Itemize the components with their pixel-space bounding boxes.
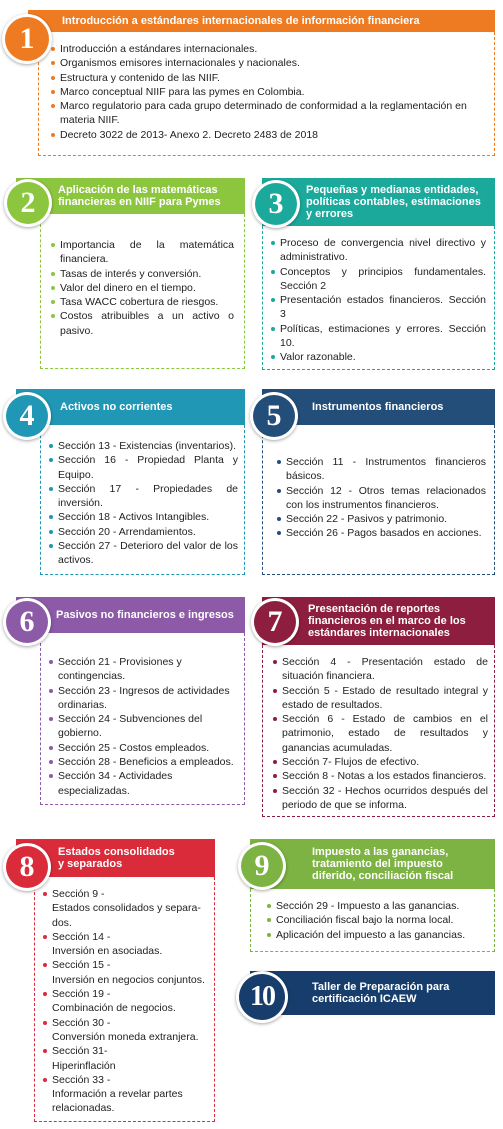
list-item: Sección 30 - Conversión moneda extranjera. — [43, 1016, 208, 1045]
module-5-number: 5 — [253, 395, 295, 437]
module-6-number: 6 — [6, 601, 48, 643]
module-8-title: Estados consolidados y separados — [58, 846, 175, 870]
module-1-number: 1 — [5, 17, 49, 61]
list-item: Valor razonable. — [271, 350, 486, 364]
module-2-title: Aplicación de las matemáticas financieras en NIIF para Pymes — [58, 184, 221, 208]
list-item: Políticas, estimaciones y errores. Sección 10. — [271, 322, 486, 351]
list-item: Sección 20 - Arrendamientos. — [49, 525, 238, 539]
module-2-number: 2 — [7, 182, 49, 224]
list-item: Sección 23 - Ingresos de actividades ordinarias. — [49, 684, 234, 713]
module-5-number-badge — [250, 392, 298, 440]
module-6-list — [49, 655, 234, 798]
list-item: Sección 25 - Costos empleados. — [49, 741, 234, 755]
list-item: Sección 33 - Información a revelar partes relacionadas. — [43, 1073, 208, 1116]
module-8-number: 8 — [6, 846, 48, 888]
list-item: Sección 28 - Beneficios a empleados. — [49, 755, 234, 769]
list-item: Marco regulatorio para cada grupo determinado de conformidad a la reglamentación en materia NIIF. — [51, 99, 482, 128]
list-item: Costos atribuibles a un activo o pasivo. — [51, 309, 234, 338]
module-9-content — [250, 889, 495, 952]
module-6-content — [40, 633, 245, 805]
list-item: Proceso de convergencia nivel directivo y administrativo. — [271, 236, 486, 265]
module-1-header — [28, 10, 495, 32]
list-item: Sección 13 - Existencias (inventarios). — [49, 439, 238, 453]
module-7-content — [262, 645, 495, 817]
list-item: Sección 12 - Otros temas relacionados con los instrumentos financieros. — [277, 484, 486, 513]
list-item: Sección 6 - Estado de cambios en el patrimonio, estado de resultados y ganancias acumuladas. — [273, 712, 488, 755]
module-4-number-badge — [3, 392, 51, 440]
list-item: Conciliación fiscal bajo la norma local. — [267, 913, 486, 927]
module-4-title: Activos no corrientes — [60, 401, 173, 413]
module-4-number: 4 — [6, 395, 48, 437]
list-item: Sección 32 - Hechos ocurridos después del periodo de que se informa. — [273, 784, 488, 813]
module-10-title: Taller de Preparación para certificación ICAEW — [312, 981, 450, 1005]
module-7-list — [273, 655, 488, 812]
list-item: Sección 9 - Estados consolidados y separa- dos. — [43, 887, 208, 930]
module-3-content — [262, 226, 495, 370]
module-4-content — [40, 425, 245, 575]
list-item: Sección 7- Flujos de efectivo. — [273, 755, 488, 769]
module-3-number: 3 — [255, 183, 297, 225]
list-item: Sección 11 - Instrumentos financieros básicos. — [277, 455, 486, 484]
module-6-title: Pasivos no financieros e ingresos — [56, 609, 234, 621]
list-item: Sección 16 - Propiedad Planta y Equipo. — [49, 453, 238, 482]
list-item: Sección 14 - Inversión en asociadas. — [43, 930, 208, 959]
module-2-number-badge — [4, 179, 52, 227]
module-7-title: Presentación de reportes financieros en el marco de los estándares internacionales — [308, 603, 466, 639]
list-item: Sección 31- Hiperinflación — [43, 1044, 208, 1073]
module-5-content — [262, 425, 495, 575]
module-9-number: 9 — [241, 845, 283, 887]
list-item: Organismos emisores internacionales y nacionales. — [51, 56, 482, 70]
module-3-list — [271, 236, 486, 365]
list-item: Introducción a estándares internacionales. — [51, 42, 482, 56]
list-item: Importancia de la matemática financiera. — [51, 238, 234, 267]
module-9-list — [267, 899, 486, 942]
list-item: Sección 27 - Deterioro del valor de los activos. — [49, 539, 238, 568]
list-item: Sección 34 - Actividades especializadas. — [49, 769, 234, 798]
module-8-content — [34, 877, 215, 1122]
module-3-number-badge — [252, 180, 300, 228]
list-item: Aplicación del impuesto a las ganancias. — [267, 928, 486, 942]
list-item: Sección 5 - Estado de resultado integral y estado de resultados. — [273, 684, 488, 713]
list-item: Tasa WACC cobertura de riesgos. — [51, 295, 234, 309]
list-item: Sección 29 - Impuesto a las ganancias. — [267, 899, 486, 913]
list-item: Decreto 3022 de 2013- Anexo 2. Decreto 2483 de 2018 — [51, 128, 482, 142]
list-item: Estructura y contenido de las NIIF. — [51, 71, 482, 85]
module-5-list — [277, 455, 486, 541]
module-8-list — [43, 887, 208, 1116]
module-10-number: 10 — [239, 974, 285, 1020]
module-7-number-badge — [251, 598, 299, 646]
module-9-number-badge — [238, 842, 286, 890]
list-item: Sección 26 - Pagos basados en acciones. — [277, 526, 486, 540]
module-6-number-badge — [3, 598, 51, 646]
list-item: Presentación estados financieros. Sección 3 — [271, 293, 486, 322]
module-6-header — [16, 597, 245, 633]
list-item: Sección 17 - Propiedades de inversión. — [49, 482, 238, 511]
list-item: Sección 21 - Provisiones y contingencias. — [49, 655, 234, 684]
list-item: Sección 4 - Presentación estado de situación financiera. — [273, 655, 488, 684]
module-9-header — [250, 839, 495, 889]
list-item: Conceptos y principios fundamentales. Sección 2 — [271, 265, 486, 294]
list-item: Sección 19 - Combinación de negocios. — [43, 987, 208, 1016]
module-2-content — [40, 214, 245, 369]
list-item: Sección 15 - Inversión en negocios conjuntos. — [43, 958, 208, 987]
list-item: Sección 24 - Subvenciones del gobierno. — [49, 712, 234, 741]
module-2-list — [51, 238, 234, 338]
module-3-title: Pequeñas y medianas entidades, políticas contables, estimaciones y errores — [306, 184, 481, 220]
module-1-number-badge — [2, 14, 52, 64]
module-10-number-badge — [236, 971, 288, 1023]
list-item: Tasas de interés y conversión. — [51, 267, 234, 281]
module-4-list — [49, 439, 238, 568]
module-1-content — [38, 32, 495, 156]
module-7-number: 7 — [254, 601, 296, 643]
list-item: Sección 18 - Activos Intangibles. — [49, 510, 238, 524]
module-1-list — [51, 42, 482, 142]
list-item: Marco conceptual NIIF para las pymes en Colombia. — [51, 85, 482, 99]
list-item: Sección 8 - Notas a los estados financieros. — [273, 769, 488, 783]
module-9-title: Impuesto a las ganancias, tratamiento del impuesto diferido, conciliación fiscal — [312, 846, 454, 882]
module-5-title: Instrumentos financieros — [312, 401, 444, 413]
list-item: Sección 22 - Pasivos y patrimonio. — [277, 512, 486, 526]
module-1-title: Introducción a estándares internacionales de información financiera — [62, 15, 420, 27]
module-8-number-badge — [3, 843, 51, 891]
list-item: Valor del dinero en el tiempo. — [51, 281, 234, 295]
